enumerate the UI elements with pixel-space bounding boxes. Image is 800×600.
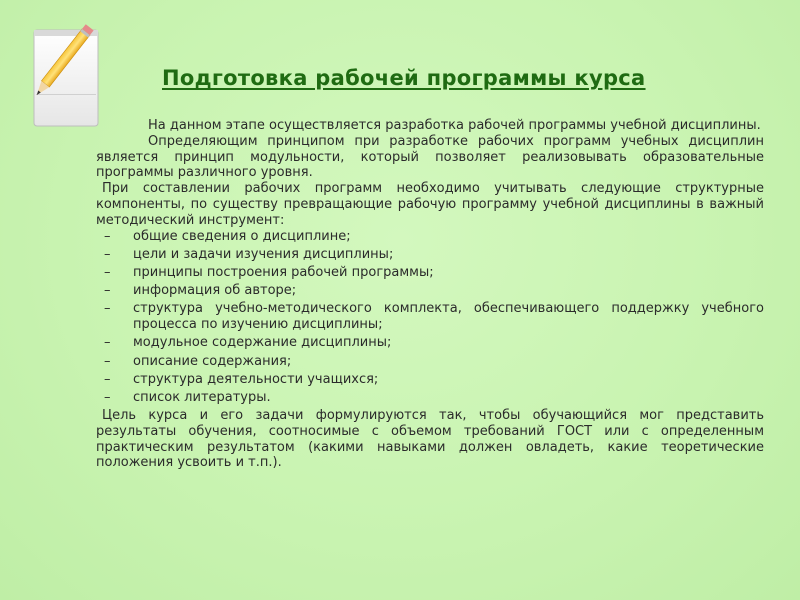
list-marker: – <box>104 389 111 405</box>
list-marker: – <box>104 246 111 262</box>
list-item: – принципы построения рабочей программы; <box>104 264 434 280</box>
list-item: – общие сведения о дисциплине; <box>104 228 351 244</box>
list-item: – информация об авторе; <box>104 283 297 299</box>
list-item: – структура учебно-методического комплекта, обеспечивающего поддержку учебного процесса по изучению дисциплины; <box>104 301 764 333</box>
slide-title: Подготовка рабочей программы курса <box>162 66 646 90</box>
list-item: – описание содержания; <box>104 353 292 369</box>
list-item: – цели и задачи изучения дисциплины; <box>104 246 394 262</box>
notepad-pencil-icon <box>28 22 120 132</box>
paragraph-principle: Определяющим принципом при разработке рабочих программ учебных дисциплин является принцип модульности, который позволяет реализовывать образовательные программы различного уровня. <box>96 133 764 181</box>
paragraph-components: При составлении рабочих программ необходимо учитывать следующие структурные компоненты, по существу превращающие рабочую программу учебной дисциплины в важный методический инструмент: <box>96 181 764 228</box>
list-marker: – <box>104 353 111 369</box>
paragraph-course-goal: Цель курса и его задачи формулируются так, чтобы обучающийся мог представить результаты обучения, соотносимые с объемом требований ГОСТ или с определенным практическим результатом (какими навыками должен овладеть, какие теоретические положения усвоить и т.п.). <box>96 408 764 471</box>
list-marker: – <box>104 283 111 299</box>
list-marker: – <box>104 301 111 317</box>
list-item: – структура деятельности учащихся; <box>104 371 379 387</box>
components-list <box>96 229 764 406</box>
slide-content <box>96 118 764 471</box>
paragraph-intro: На данном этапе осуществляется разработка рабочей программы учебной дисциплины. <box>148 118 761 133</box>
list-item: – список литературы. <box>104 389 271 405</box>
list-marker: – <box>104 335 111 351</box>
list-item: – модульное содержание дисциплины; <box>104 335 392 351</box>
list-marker: – <box>104 228 111 244</box>
list-marker: – <box>104 264 111 280</box>
list-marker: – <box>104 371 111 387</box>
